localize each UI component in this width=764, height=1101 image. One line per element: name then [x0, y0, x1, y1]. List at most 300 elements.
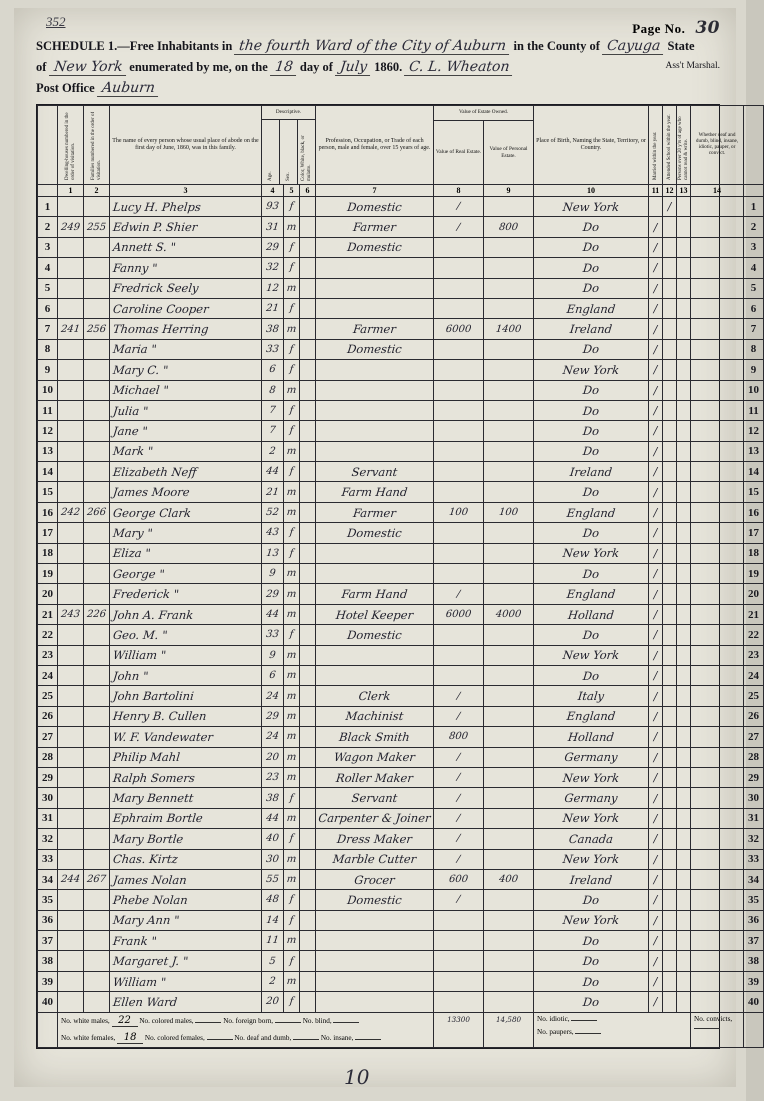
cell-birthplace — [534, 931, 649, 951]
row-number-right: 2 — [744, 217, 764, 237]
cell-occupation — [316, 339, 434, 359]
cell-sex — [284, 869, 300, 889]
cell-school — [663, 400, 677, 420]
table-row — [38, 564, 764, 584]
cell-birthplace — [534, 951, 649, 971]
cell-dwelling — [58, 604, 84, 624]
cell-dwelling — [58, 339, 84, 359]
cell-illiterate — [677, 237, 691, 257]
cell-married: / — [649, 564, 663, 584]
cell-real-estate — [434, 258, 484, 278]
cell-color — [300, 686, 316, 706]
cell-occupation — [316, 197, 434, 217]
cell-married: / — [649, 869, 663, 889]
insane-value — [355, 1039, 381, 1040]
cell-color — [300, 543, 316, 563]
cell-married: / — [649, 992, 663, 1012]
colored-males-value — [195, 1022, 221, 1023]
cell-school — [663, 380, 677, 400]
cell-age — [262, 931, 284, 951]
cell-sex-text: f — [289, 405, 294, 417]
cell-personal-estate — [484, 829, 534, 849]
cell-age-text: 29 — [265, 710, 280, 722]
cell-occupation — [316, 727, 434, 747]
cell-sex-text: m — [286, 670, 297, 682]
cell-school — [663, 441, 677, 461]
cell-color — [300, 951, 316, 971]
cell-illiterate — [677, 339, 691, 359]
enumerated-label: enumerated by me, on the — [129, 60, 268, 74]
cell-school — [663, 258, 677, 278]
cell-dwelling-text: 249 — [60, 221, 81, 233]
cell-illiterate — [677, 523, 691, 543]
cell-birthplace — [534, 278, 649, 298]
header-illiterate: Persons over 20 y'rs of age who cannot read & write. — [677, 106, 691, 185]
cell-dwelling — [58, 400, 84, 420]
cell-illiterate — [677, 258, 691, 278]
cell-illiterate — [677, 890, 691, 910]
row-number-left: 9 — [38, 360, 58, 380]
cell-occupation-text: Farmer — [352, 505, 397, 520]
cell-married: / — [649, 502, 663, 522]
cell-married: / — [649, 665, 663, 685]
row-number-left: 18 — [38, 543, 58, 563]
row-number-right: 37 — [744, 931, 764, 951]
cell-age-text: 30 — [265, 853, 280, 865]
cell-color — [300, 564, 316, 584]
cell-dwelling — [58, 686, 84, 706]
cell-real-estate — [434, 482, 484, 502]
cell-disability — [691, 298, 744, 318]
cell-age-text: 21 — [265, 303, 280, 315]
cell-married: / — [649, 523, 663, 543]
cell-disability — [691, 604, 744, 624]
cell-birthplace — [534, 543, 649, 563]
cell-age — [262, 829, 284, 849]
cell-real-estate — [434, 788, 484, 808]
cell-age-text: 14 — [265, 914, 280, 926]
cell-school — [663, 747, 677, 767]
cell-name — [110, 706, 262, 726]
cell-name-text: Geo. M. " — [112, 627, 169, 642]
cell-dwelling — [58, 217, 84, 237]
cell-real-estate — [434, 686, 484, 706]
cell-married: / — [649, 625, 663, 645]
header-age: Age. — [262, 120, 280, 185]
cell-age — [262, 339, 284, 359]
cell-birthplace — [534, 971, 649, 991]
header-name: The name of every person whose usual place of abode on the first day of June, 1860, was in this family. — [110, 106, 262, 185]
cell-age-text: 2 — [268, 445, 277, 457]
cell-sex-text: m — [286, 486, 297, 498]
cell-occupation — [316, 951, 434, 971]
table-row — [38, 727, 764, 747]
cell-dwelling — [58, 298, 84, 318]
cell-name-text: Fanny " — [112, 260, 159, 275]
cell-age-text: 31 — [265, 221, 280, 233]
cell-age-text: 2 — [268, 976, 277, 988]
cell-birthplace-text: Holland — [567, 607, 615, 622]
cell-family — [84, 951, 110, 971]
cell-age — [262, 747, 284, 767]
cell-name-text: Mary Ann " — [112, 913, 181, 928]
cell-birthplace-text: Do — [582, 627, 600, 642]
cell-sex-text: m — [286, 812, 297, 824]
page-number-label: Page No. — [632, 21, 686, 36]
table-row — [38, 665, 764, 685]
cell-color — [300, 849, 316, 869]
row-number-right: 27 — [744, 727, 764, 747]
cell-family — [84, 604, 110, 624]
cell-sex-text: f — [289, 894, 294, 906]
cell-personal-estate — [484, 319, 534, 339]
cell-birthplace — [534, 441, 649, 461]
row-number-left: 15 — [38, 482, 58, 502]
cell-married: / — [649, 808, 663, 828]
colnum-9: 9 — [484, 185, 534, 197]
cell-disability — [691, 869, 744, 889]
cell-disability — [691, 217, 744, 237]
cell-school — [663, 523, 677, 543]
footer-row — [38, 1012, 764, 1047]
census-table — [37, 105, 764, 1048]
cell-school — [663, 421, 677, 441]
cell-name-text: Maria " — [112, 342, 158, 357]
cell-real-estate-text: / — [456, 710, 461, 722]
row-number-left: 40 — [38, 992, 58, 1012]
cell-school — [663, 360, 677, 380]
cell-occupation — [316, 625, 434, 645]
row-number-right: 19 — [744, 564, 764, 584]
cell-name — [110, 788, 262, 808]
cell-name — [110, 298, 262, 318]
row-number-right: 15 — [744, 482, 764, 502]
cell-age — [262, 543, 284, 563]
cell-real-estate — [434, 910, 484, 930]
cell-real-estate-text: 6000 — [445, 323, 472, 335]
cell-occupation — [316, 706, 434, 726]
cell-personal-estate — [484, 767, 534, 787]
row-number-right: 32 — [744, 829, 764, 849]
footer-blank-left — [38, 1012, 58, 1047]
cell-age — [262, 788, 284, 808]
cell-age-text: 33 — [265, 343, 280, 355]
cell-age — [262, 849, 284, 869]
cell-disability — [691, 197, 744, 217]
cell-occupation-text: Domestic — [346, 240, 403, 255]
cell-disability — [691, 686, 744, 706]
row-number-right: 7 — [744, 319, 764, 339]
cell-personal-estate — [484, 931, 534, 951]
cell-occupation — [316, 380, 434, 400]
cell-age-text: 29 — [265, 588, 280, 600]
cell-family — [84, 869, 110, 889]
colnum-blank-right — [744, 185, 764, 197]
table-row — [38, 584, 764, 604]
cell-name — [110, 462, 262, 482]
cell-disability — [691, 808, 744, 828]
cell-name — [110, 237, 262, 257]
cell-occupation — [316, 217, 434, 237]
cell-real-estate — [434, 360, 484, 380]
cell-married: / — [649, 951, 663, 971]
cell-family — [84, 686, 110, 706]
cell-family — [84, 747, 110, 767]
cell-married: / — [649, 258, 663, 278]
cell-school — [663, 298, 677, 318]
cell-sex — [284, 706, 300, 726]
cell-birthplace-text: Do — [582, 220, 600, 235]
cell-name-text: Margaret J. " — [112, 954, 189, 969]
cell-sex — [284, 360, 300, 380]
cell-age-text: 44 — [265, 609, 280, 620]
cell-color — [300, 258, 316, 278]
header-real-estate: Value of Real Estate. — [434, 121, 484, 185]
cell-birthplace — [534, 604, 649, 624]
cell-color — [300, 441, 316, 461]
header-personal-estate: Value of Personal Estate. — [484, 121, 534, 185]
cell-birthplace — [534, 727, 649, 747]
cell-illiterate — [677, 767, 691, 787]
colnum-12: 12 — [663, 185, 677, 197]
cell-sex-text: m — [286, 588, 297, 600]
cell-age-text: 7 — [268, 405, 277, 417]
cell-age — [262, 625, 284, 645]
cell-illiterate — [677, 543, 691, 563]
cell-disability — [691, 360, 744, 380]
cell-birthplace-text: Italy — [577, 689, 605, 704]
cell-birthplace-text: Do — [582, 240, 600, 255]
cell-occupation — [316, 849, 434, 869]
cell-school — [663, 237, 677, 257]
row-number-right: 12 — [744, 421, 764, 441]
row-number-right: 13 — [744, 441, 764, 461]
row-number-left: 11 — [38, 400, 58, 420]
table-row — [38, 808, 764, 828]
table-row — [38, 747, 764, 767]
cell-birthplace-text: Ireland — [569, 464, 613, 479]
cell-school — [663, 564, 677, 584]
cell-birthplace-text: New York — [562, 199, 620, 214]
cell-school — [663, 706, 677, 726]
cell-birthplace — [534, 339, 649, 359]
cell-name-text: Julia " — [112, 403, 149, 418]
cell-name — [110, 217, 262, 237]
cell-dwelling — [58, 829, 84, 849]
cell-sex — [284, 931, 300, 951]
cell-school — [663, 645, 677, 665]
cell-age-text: 44 — [265, 466, 280, 478]
cell-illiterate — [677, 971, 691, 991]
row-number-right: 38 — [744, 951, 764, 971]
cell-birthplace-text: Do — [582, 281, 600, 296]
cell-disability — [691, 278, 744, 298]
cell-sex — [284, 829, 300, 849]
header-married: Married within the year. — [649, 106, 663, 185]
cell-school — [663, 686, 677, 706]
cell-real-estate-text: / — [456, 894, 461, 906]
cell-occupation — [316, 971, 434, 991]
cell-birthplace-text: England — [566, 301, 617, 316]
cell-sex — [284, 298, 300, 318]
cell-birthplace-text: Do — [582, 933, 600, 948]
cell-age — [262, 298, 284, 318]
cell-name-text: George Clark — [112, 505, 192, 520]
cell-dwelling — [58, 767, 84, 787]
cell-birthplace — [534, 829, 649, 849]
cell-real-estate-text: / — [456, 690, 461, 702]
cell-dwelling — [58, 849, 84, 869]
cell-sex — [284, 502, 300, 522]
cell-personal-estate — [484, 788, 534, 808]
colnum-13: 13 — [677, 185, 691, 197]
cell-real-estate — [434, 849, 484, 869]
cell-personal-estate — [484, 217, 534, 237]
cell-dwelling — [58, 502, 84, 522]
cell-color — [300, 808, 316, 828]
header-dwelling: Dwelling-houses numbered in the order of visitation. — [58, 106, 84, 185]
cell-dwelling — [58, 197, 84, 217]
cell-occupation — [316, 482, 434, 502]
header-descriptive-group — [262, 106, 316, 185]
cell-married: / — [649, 686, 663, 706]
cell-age — [262, 217, 284, 237]
cell-school — [663, 829, 677, 849]
cell-birthplace-text: Do — [582, 403, 600, 418]
cell-name-text: Ellen Ward — [112, 994, 178, 1009]
cell-age — [262, 951, 284, 971]
cell-sex-text: f — [289, 996, 294, 1008]
row-number-right: 29 — [744, 767, 764, 787]
cell-name — [110, 258, 262, 278]
cell-occupation — [316, 360, 434, 380]
cell-sex — [284, 625, 300, 645]
row-number-right: 21 — [744, 604, 764, 624]
cell-sex — [284, 319, 300, 339]
cell-sex-text: m — [286, 690, 297, 702]
table-row — [38, 197, 764, 217]
cell-married: / — [649, 645, 663, 665]
colnum-14: 14 — [691, 185, 744, 197]
colnum-7: 7 — [316, 185, 434, 197]
cell-married: / — [649, 441, 663, 461]
cell-occupation-text: Hotel Keeper — [335, 607, 414, 622]
row-number-right: 6 — [744, 298, 764, 318]
cell-real-estate — [434, 665, 484, 685]
cell-family-text: 226 — [86, 609, 107, 620]
cell-sex — [284, 951, 300, 971]
cell-sex-text: f — [289, 343, 294, 355]
cell-occupation-text: Farmer — [352, 220, 397, 235]
cell-illiterate — [677, 421, 691, 441]
cell-illiterate — [677, 788, 691, 808]
colnum-blank-left — [38, 185, 58, 197]
cell-personal-estate — [484, 910, 534, 930]
cell-real-estate — [434, 584, 484, 604]
cell-name-text: William " — [112, 974, 167, 989]
cell-family — [84, 421, 110, 441]
cell-family — [84, 992, 110, 1012]
cell-dwelling — [58, 319, 84, 339]
table-row — [38, 992, 764, 1012]
post-office-label: Post Office — [36, 81, 95, 95]
cell-birthplace-text: New York — [562, 362, 620, 377]
cell-birthplace — [534, 686, 649, 706]
cell-birthplace-text: Do — [582, 383, 600, 398]
census-rows — [38, 197, 764, 1013]
cell-name — [110, 360, 262, 380]
cell-personal-estate — [484, 727, 534, 747]
footer-line-2: No. white females, 18 No. colored females, No. deaf and dumb, No. insane, — [61, 1032, 430, 1044]
cell-occupation-text: Clerk — [357, 689, 392, 704]
state-label: State — [667, 39, 695, 53]
cell-married: / — [649, 829, 663, 849]
cell-family — [84, 584, 110, 604]
cell-personal-estate — [484, 890, 534, 910]
row-number-left: 31 — [38, 808, 58, 828]
cell-sex — [284, 767, 300, 787]
cell-name-text: Mary Bortle — [112, 831, 185, 846]
cell-color — [300, 829, 316, 849]
cell-occupation-text: Farmer — [352, 322, 397, 337]
table-row — [38, 258, 764, 278]
cell-dwelling — [58, 706, 84, 726]
cell-dwelling — [58, 258, 84, 278]
cell-age-text: 24 — [265, 731, 280, 743]
table-row — [38, 217, 764, 237]
cell-real-estate — [434, 808, 484, 828]
cell-birthplace-text: New York — [562, 770, 620, 785]
cell-name — [110, 829, 262, 849]
cell-sex — [284, 971, 300, 991]
cell-birthplace — [534, 706, 649, 726]
cell-married: / — [649, 237, 663, 257]
table-row — [38, 931, 764, 951]
row-number-right: 33 — [744, 849, 764, 869]
cell-age-text: 24 — [265, 690, 280, 702]
cell-illiterate — [677, 849, 691, 869]
row-number-right: 40 — [744, 992, 764, 1012]
header-line-2 — [36, 59, 720, 80]
cell-age — [262, 971, 284, 991]
row-number-right: 4 — [744, 258, 764, 278]
cell-birthplace — [534, 400, 649, 420]
cell-age — [262, 278, 284, 298]
cell-color — [300, 788, 316, 808]
row-number-right: 18 — [744, 543, 764, 563]
table-row — [38, 951, 764, 971]
day-value: 18 — [270, 59, 298, 76]
cell-real-estate — [434, 727, 484, 747]
row-number-right: 22 — [744, 625, 764, 645]
cell-birthplace-text: Do — [582, 485, 600, 500]
cell-personal-estate — [484, 380, 534, 400]
cell-age — [262, 665, 284, 685]
cell-personal-estate — [484, 564, 534, 584]
cell-name — [110, 808, 262, 828]
cell-illiterate — [677, 706, 691, 726]
cell-birthplace-text: Holland — [567, 729, 615, 744]
cell-color — [300, 298, 316, 318]
footer-total-real: 13300 — [434, 1012, 484, 1047]
cell-personal-estate — [484, 992, 534, 1012]
cell-age — [262, 258, 284, 278]
cell-name — [110, 971, 262, 991]
row-number-right: 14 — [744, 462, 764, 482]
cell-name-text: Mary Bennett — [112, 791, 195, 806]
cell-illiterate — [677, 564, 691, 584]
cell-sex-text: f — [289, 303, 294, 315]
